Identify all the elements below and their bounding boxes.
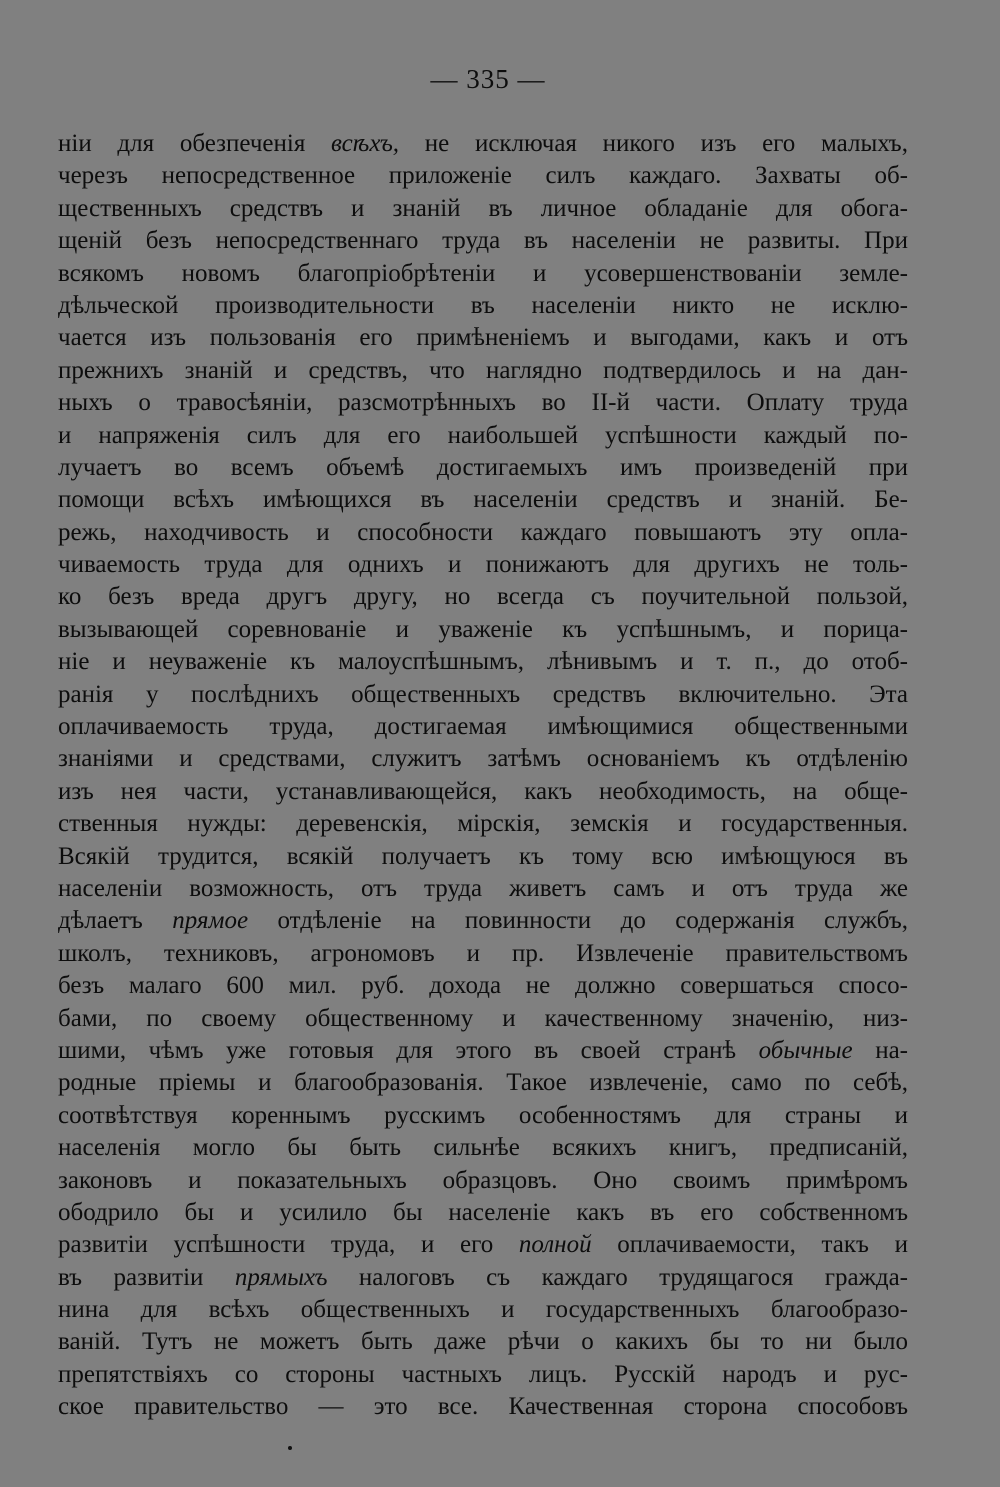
text-line: [58, 646, 908, 678]
text-line: [58, 1197, 908, 1229]
text-line: [58, 614, 908, 646]
text-run: оплачиваемости, такъ и: [591, 1231, 908, 1259]
text-line: [58, 1326, 908, 1358]
text-line: [58, 808, 908, 840]
text-line: [58, 225, 908, 257]
text-line: [58, 581, 908, 613]
italic-text: всѣхъ,: [331, 130, 400, 157]
text-line: [58, 1359, 908, 1391]
text-run: безъ малаго 600 мил. руб. дохода не должно совершаться спосо-: [58, 972, 908, 1000]
text-line: [58, 1035, 908, 1067]
text-run: знаніями и средствами, служитъ затѣмъ основаніемъ къ отдѣленію: [58, 745, 908, 773]
text-line: [58, 1391, 908, 1423]
text-run: щественныхъ средствъ и знаній въ личное обладаніе для обога-: [58, 194, 908, 222]
text-line: [58, 1262, 908, 1294]
text-run: населенія могло бы быть сильнѣе всякихъ книгъ, предписаній,: [58, 1134, 908, 1162]
text-run: ободрило бы и усилило бы населеніе какъ въ его собственномъ: [58, 1198, 908, 1226]
text-line: [58, 1100, 908, 1132]
text-line: [58, 290, 908, 322]
text-run: препятствіяхъ со стороны частныхъ лицъ. Русскій народъ и рус-: [58, 1360, 908, 1388]
text-run: родные пріемы и благообразованія. Такое извлеченіе, само по себѣ,: [58, 1069, 908, 1097]
text-run: оплачиваемость труда, достигаемая имѣющимися общественными: [58, 713, 908, 741]
text-run: соотвѣтствуя кореннымъ русскимъ особенностямъ для страны и: [58, 1101, 908, 1129]
text-line: [58, 1003, 908, 1035]
ink-speck: [288, 1446, 292, 1450]
page-number: — 335 —: [430, 64, 546, 94]
text-run: изъ нея части, устанавливающейся, какъ необходимость, на обще-: [58, 777, 908, 805]
italic-text: прямыхъ: [234, 1263, 328, 1291]
text-run: лучаетъ во всемъ объемѣ достигаемыхъ имъ произведеній при: [58, 453, 908, 481]
text-line: [58, 484, 908, 516]
text-line: [58, 1165, 908, 1197]
text-run: населеніи возможность, отъ труда живетъ самъ и отъ труда же: [58, 874, 908, 902]
text-run: ныхъ о травосѣяніи, разсмотрѣнныхъ во II-й части. Оплату труда: [58, 389, 908, 417]
text-line: [58, 160, 908, 192]
text-run: ское правительство — это все. Качественная сторона способовъ: [58, 1393, 908, 1421]
text-run: режь, находчивость и способности каждаго повышаютъ эту опла-: [58, 518, 908, 546]
text-run: въ развитіи: [58, 1263, 235, 1291]
text-run: отдѣленіе на повинности до содержанія службъ,: [248, 907, 908, 935]
text-run: всякомъ новомъ благопріобрѣтеніи и усовершенствованіи земле-: [58, 259, 908, 287]
text-line: [58, 193, 908, 225]
text-line: [58, 1294, 908, 1326]
text-run: ваній. Тутъ не можетъ быть даже рѣчи о какихъ бы то ни было: [58, 1328, 908, 1356]
text-run: и напряженія силъ для его наибольшей успѣшности каждый по-: [58, 421, 908, 449]
text-line: [58, 322, 908, 354]
text-line: [58, 549, 908, 581]
text-run: прежнихъ знаній и средствъ, что наглядно подтвердилось и на дан-: [58, 356, 908, 384]
text-run: ніи для обезпеченія: [58, 130, 332, 157]
text-run: на-: [852, 1036, 908, 1064]
text-line: [58, 452, 908, 484]
text-run: чиваемость труда для однихъ и понижаютъ для другихъ не толь-: [58, 551, 908, 579]
text-line: [58, 1067, 908, 1099]
italic-text: полной: [518, 1231, 592, 1259]
text-run: помощи всѣхъ имѣющихся въ населеніи средствъ и знаній. Бе-: [58, 486, 908, 514]
text-run: черезъ непосредственное приложеніе силъ каждаго. Захваты об-: [58, 162, 908, 190]
text-run: ственныя нужды: деревенскія, мірскія, земскія и государственныя.: [58, 810, 908, 838]
text-run: чается изъ пользованія его примѣненіемъ и выгодами, какъ и отъ: [58, 324, 908, 352]
text-line: [58, 905, 908, 937]
text-line: [58, 128, 908, 160]
text-line: [58, 387, 908, 419]
text-run: нина для всѣхъ общественныхъ и государственныхъ благообразо-: [58, 1296, 908, 1324]
text-line: [58, 938, 908, 970]
text-line: [58, 841, 908, 873]
text-run: ніе и неуваженіе къ малоуспѣшнымъ, лѣнивымъ и т. п., до отоб-: [58, 648, 908, 676]
text-line: [58, 1132, 908, 1164]
text-line: [58, 743, 908, 775]
text-run: дѣлаетъ: [58, 907, 173, 935]
italic-text: обычные: [758, 1036, 853, 1064]
text-line: [58, 355, 908, 387]
text-run: шими, чѣмъ уже готовыя для этого въ своей странѣ: [58, 1036, 759, 1064]
text-line: [58, 970, 908, 1002]
body-text: [58, 128, 908, 1424]
text-line: [58, 258, 908, 290]
text-line: [58, 517, 908, 549]
text-run: ранія у послѣднихъ общественныхъ средствъ включительно. Эта: [58, 680, 908, 708]
text-line: [58, 679, 908, 711]
italic-text: прямое: [172, 907, 249, 935]
text-run: налоговъ съ каждаго трудящагося гражда-: [327, 1263, 909, 1291]
text-run: ко безъ вреда другъ другу, но всегда съ поучительной пользой,: [58, 583, 908, 611]
text-line: [58, 711, 908, 743]
text-run: законовъ и показательныхъ образцовъ. Оно своимъ примѣромъ: [58, 1166, 908, 1194]
text-line: [58, 420, 908, 452]
text-run: развитіи успѣшности труда, и его: [58, 1231, 519, 1259]
text-line: [58, 776, 908, 808]
text-run: Всякій трудится, всякій получаетъ къ тому всю имѣющуюся въ: [58, 842, 908, 870]
text-run: дѣльческой производительности въ населеніи никто не исклю-: [58, 291, 908, 319]
text-line: [58, 1229, 908, 1261]
text-run: не исключая никого изъ его малыхъ,: [399, 130, 908, 157]
text-line: [58, 873, 908, 905]
text-run: вызывающей соревнованіе и уваженіе къ успѣшнымъ, и порица-: [58, 615, 908, 643]
text-run: щеній безъ непосредственнаго труда въ населеніи не развиты. При: [58, 227, 908, 255]
text-run: бами, по своему общественному и качественному значенію, низ-: [58, 1004, 908, 1032]
text-run: школъ, техниковъ, агрономовъ и пр. Извлеченіе правительствомъ: [58, 939, 908, 967]
